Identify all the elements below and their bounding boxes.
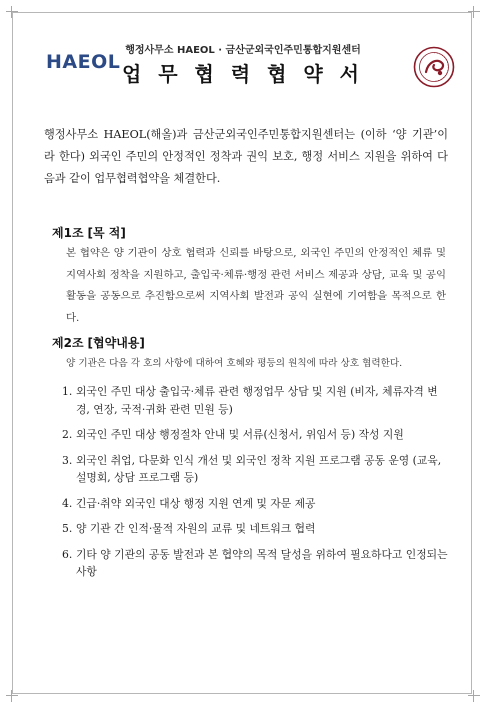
article-2-number: 제2조 [52,336,84,350]
article-1-body: 본 협약은 양 기관이 상호 협력과 신뢰를 바탕으로, 외국인 주민의 안정적인 체류 및 지역사회 정착을 지원하고, 출입국·체류·행정 관련 서비스 제공과 상담, 교육 및 공익 활동을 공동으로 추진함으로써 지역사회 발전과 공익 실현에 기여함을 목적으로 한다. [66,247,446,324]
center-seal-icon [413,46,455,88]
article-2-heading [52,334,145,351]
page-border [12,12,472,694]
corner-ornament-bottom-left [6,690,18,702]
article-1-title: [목 적] [87,226,126,240]
document-header [18,20,468,90]
list-item: 4. 긴급·취약 외국인 대상 행정 지원 연계 및 자문 제공 [62,496,316,510]
list-item: 2. 외국인 주민 대상 행정절차 안내 및 서류(신청서, 위임서 등) 작성 지원 [62,428,404,441]
agreement-items-list [62,383,450,581]
article-1-heading [52,224,126,241]
organizations-line: 행정사무소 HAEOL · 금산군외국인주민통합지원센터 [125,45,361,56]
preamble-text: 행정사무소 HAEOL(해올)과 금산군외국인주민통합지원센터는 (이하 ‘양 기관’이라 한다) 외국인 주민의 안정적인 정착과 권익 보호, 행정 서비스 지원을 위하여 다음과 같이 업무협력협약을 체결한다. [44,128,448,185]
corner-ornament-bottom-right [468,690,480,702]
corner-ornament-top-left [6,6,18,18]
list-item: 5. 양 기관 간 인적·물적 자원의 교류 및 네트워크 협력 [62,522,316,535]
document-title: 업 무 협 력 협 약 서 [121,62,365,86]
list-item: 6. 기타 양 기관의 공동 발전과 본 협약의 목적 달성을 위하여 필요하다고 인정되는 사항 [62,547,448,578]
corner-ornament-top-right [468,6,480,18]
article-2-intro: 양 기관은 다음 각 호의 사항에 대하여 호혜와 평등의 원칙에 따라 상호 협력한다. [66,358,403,369]
list-item: 3. 외국인 취업, 다문화 인식 개선 및 외국인 정착 지원 프로그램 공동 운영 (교육, 설명회, 상담 프로그램 등) [62,453,442,484]
article-2-title: [협약내용] [87,336,145,350]
article-1-number: 제1조 [52,226,84,240]
list-item: 1. 외국인 주민 대상 출입국·체류 관련 행정업무 상담 및 지원 (비자, 체류자격 변경, 연장, 국적·귀화 관련 민원 등) [62,385,438,416]
haeol-logo: HAEOL [46,51,121,73]
